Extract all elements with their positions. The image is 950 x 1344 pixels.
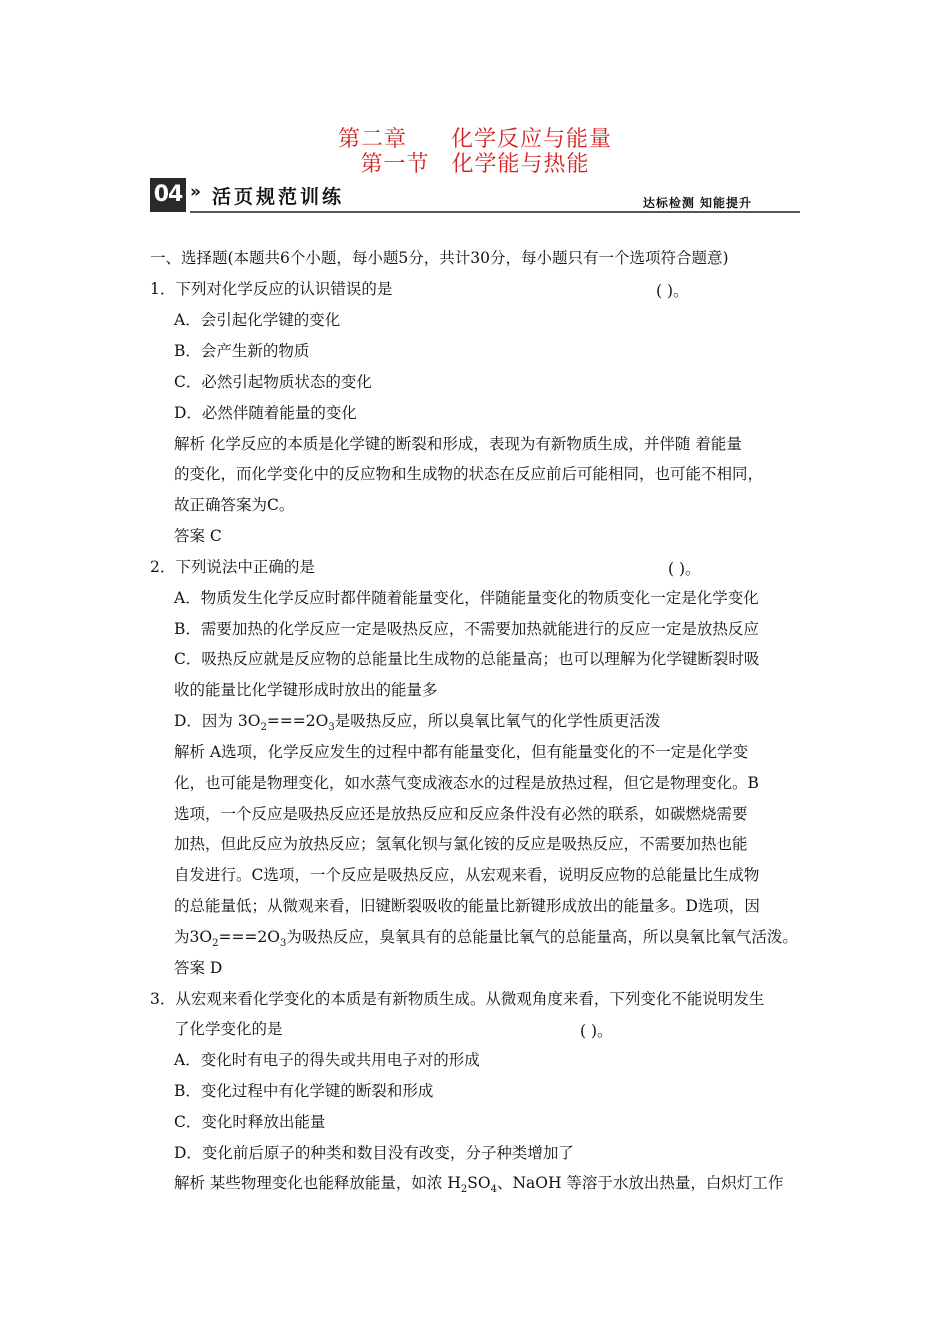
subscript: 3 xyxy=(328,722,335,734)
q2-analysis-line xyxy=(174,927,798,954)
banner-divider xyxy=(190,211,800,213)
q2-option-b: B．需要加热的化学反应一定是吸热反应，不需要加热就能进行的反应一定是放热反应 xyxy=(174,620,759,638)
q1-answer: 答案 C xyxy=(174,527,222,545)
q1-analysis-line: 解析 化学反应的本质是化学键的断裂和形成，表现为有新物质生成，并伴随 着能量 xyxy=(174,435,742,453)
q2-option-c: C．吸热反应就是反应物的总能量比生成物的总能量高；也可以理解为化学键断裂时吸 xyxy=(174,650,760,668)
q2-option-d-part: ===2O xyxy=(266,712,329,730)
section-heading-text: 一、选择题(本题共6个小题，每小题5分，共计30分，每小题只有一个选项符合题意) xyxy=(150,249,729,267)
q2-analysis-part: ===2O xyxy=(218,928,280,946)
q2-option-d-part: D．因为 3O xyxy=(174,712,261,730)
q3-analysis-part: 、NaOH 等溶于水放出热量，白炽灯工作 xyxy=(496,1174,784,1192)
q1-stem: 1．下列对化学反应的认识错误的是 xyxy=(150,280,393,298)
q2-stem: 2．下列说法中正确的是 xyxy=(150,558,315,576)
q3-answer-blank: ( )。 xyxy=(580,1022,613,1040)
q2-analysis-part: 为吸热反应，臭氧具有的总能量比氧气的总能量高，所以臭氧比氧气活泼。 xyxy=(286,928,798,946)
q2-analysis-line: 加热，但此反应为放热反应；氢氧化钡与氯化铵的反应是吸热反应，不需要加热也能 xyxy=(174,835,748,853)
q3-option-d: D．变化前后原子的种类和数目没有改变，分子种类增加了 xyxy=(174,1144,574,1162)
q2-answer-blank: ( )。 xyxy=(668,560,701,578)
subscript: 2 xyxy=(260,722,267,734)
q3-analysis-part: 解析 某些物理变化也能释放能量，如浓 H xyxy=(174,1174,461,1192)
q2-answer: 答案 D xyxy=(174,959,223,977)
q1-analysis-line: 故正确答案为C。 xyxy=(174,496,295,514)
subscript: 4 xyxy=(490,1184,497,1196)
banner-subtitle: 达标检测 知能提升 xyxy=(642,196,752,210)
q3-stem: 3．从宏观来看化学变化的本质是有新物质生成。从微观角度来看，下列变化不能说明发生 xyxy=(150,990,765,1008)
q3-analysis-part: SO xyxy=(467,1174,491,1192)
q1-option-d: D．必然伴随着能量的变化 xyxy=(174,404,357,422)
q3-stem-cont: 了化学变化的是 xyxy=(174,1020,283,1038)
q2-option-d xyxy=(174,711,660,738)
chapter-number: 第二章 xyxy=(337,127,407,152)
q2-analysis-part: 为3O xyxy=(174,928,213,946)
q3-option-c: C．变化时释放出能量 xyxy=(174,1113,326,1131)
q1-option-c: C．必然引起物质状态的变化 xyxy=(174,373,372,391)
q3-option-a: A．变化时有电子的得失或共用电子对的形成 xyxy=(174,1051,480,1069)
practice-banner xyxy=(150,178,800,218)
q2-analysis-line: 自发进行。C选项，一个反应是吸热反应，从宏观来看，说明反应物的总能量比生成物 xyxy=(174,866,760,884)
section-number: 第一节 xyxy=(360,152,430,177)
q3-option-b: B．变化过程中有化学键的断裂和形成 xyxy=(174,1082,434,1100)
section-badge: 04 xyxy=(150,178,186,212)
q2-option-d-part: 是吸热反应，所以臭氧比氧气的化学性质更活泼 xyxy=(334,712,661,730)
q1-answer-blank: ( )。 xyxy=(656,282,689,300)
q2-analysis-line: 化，也可能是物理变化，如水蒸气变成液态水的过程是放热过程，但它是物理变化。B xyxy=(174,774,759,792)
subscript: 3 xyxy=(279,938,287,950)
section-title: 化学能与热能 xyxy=(451,152,590,177)
q1-option-a: A．会引起化学键的变化 xyxy=(174,311,341,329)
chapter-title: 化学反应与能量 xyxy=(451,127,613,152)
subscript: 2 xyxy=(212,938,219,950)
q1-analysis-line: 的变化，而化学变化中的反应物和生成物的状态在反应前后可能相同，也可能不相同， xyxy=(174,465,764,483)
q1-option-b: B．会产生新的物质 xyxy=(174,342,310,360)
q3-analysis-line xyxy=(174,1173,783,1200)
chevron-icon: » xyxy=(190,182,201,202)
q2-analysis-line: 选项，一个反应是吸热反应还是放热反应和反应条件没有必然的联系，如碳燃烧需要 xyxy=(174,805,748,823)
q2-analysis-line: 解析 A选项，化学反应发生的过程中都有能量变化，但有能量变化的不一定是化学变 xyxy=(174,743,749,761)
subscript: 2 xyxy=(460,1184,468,1196)
q2-analysis-line: 的总能量低；从微观来看，旧键断裂吸收的能量比新键形成放出的能量多。D选项，因 xyxy=(174,897,760,915)
section-heading xyxy=(0,147,950,178)
q2-option-c-cont: 收的能量比化学键形成时放出的能量多 xyxy=(174,681,438,699)
banner-title: 活页规范训练 xyxy=(212,186,345,208)
q2-option-a: A．物质发生化学反应时都伴随着能量变化，伴随能量变化的物质变化一定是化学变化 xyxy=(174,589,759,607)
